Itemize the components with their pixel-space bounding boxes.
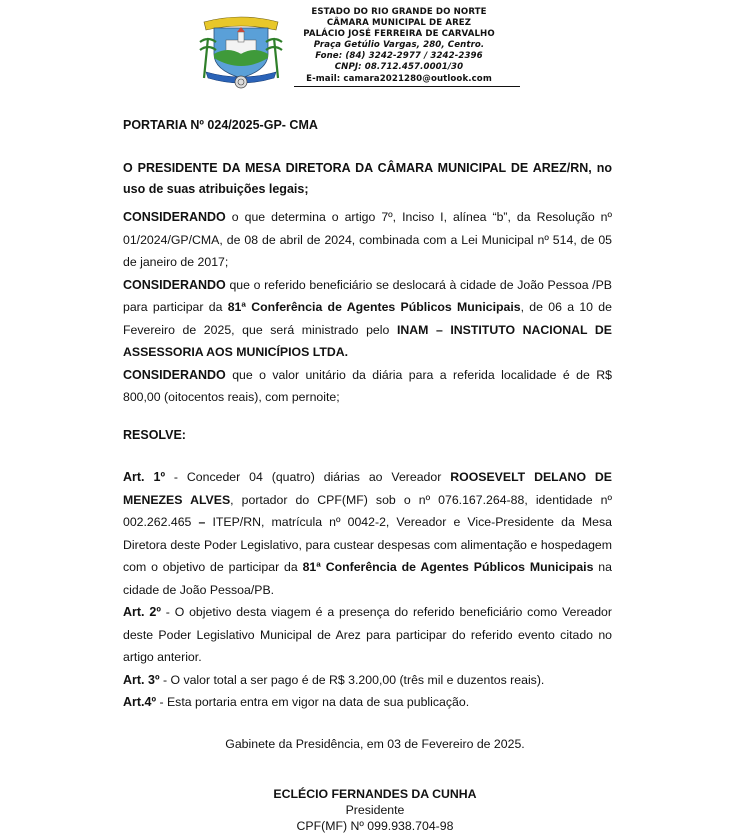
header-phone: Fone: (84) 3242-2977 / 3242-2396 bbox=[315, 51, 483, 62]
institution-header bbox=[284, 7, 514, 85]
closing-line: Gabinete da Presidência, em 03 de Fevereiro de 2025. bbox=[225, 737, 525, 751]
header-email: E-mail: camara2021280@outlook.com bbox=[306, 73, 492, 84]
article-3: Art. 3º - O valor total a ser pago é de R$ 3.200,00 (três mil e duzentos reais). bbox=[123, 672, 545, 687]
considerando-1: CONSIDERANDO o que determina o artigo 7º, Inciso I, alínea “b”, da Resolução nº 01/2024/GP/CMA, de 08 de abril de 2024, combinada com a Lei Municipal nº 514, de 05 de janeiro de 2017; bbox=[123, 210, 612, 269]
coat-of-arms-icon bbox=[196, 8, 286, 90]
article-2: Art. 2º - O objetivo desta viagem é a presença do referido beneficiário como Vereador deste Poder Legislativo Municipal de Arez para participar do referido evento citado no artigo anterior. bbox=[123, 605, 612, 664]
signature-name: ECLÉCIO FERNANDES DA CUNHA bbox=[273, 787, 477, 801]
header-address: Praça Getúlio Vargas, 280, Centro. bbox=[313, 40, 485, 51]
header-cnpj: CNPJ: 08.712.457.0001/30 bbox=[334, 62, 464, 73]
signature-cpf: CPF(MF) Nº 099.938.704-98 bbox=[296, 819, 454, 833]
header-state: ESTADO DO RIO GRANDE DO NORTE bbox=[311, 7, 487, 17]
preamble-section bbox=[123, 158, 612, 409]
portaria-title: PORTARIA Nº 024/2025-GP- CMA bbox=[123, 118, 318, 132]
header-palace: PALÁCIO JOSÉ FERREIRA DE CARVALHO bbox=[303, 29, 495, 40]
article-4: Art.4º - Esta portaria entra em vigor na data de sua publicação. bbox=[123, 695, 470, 709]
considerando-3: CONSIDERANDO que o valor unitário da diária para a referida localidade é de R$ 800,00 (oitocentos reais), com pernoite; bbox=[123, 367, 612, 404]
considerando-2: CONSIDERANDO que o referido beneficiário se deslocará à cidade de João Pessoa /PB para participar da 81ª Conferência de Agentes Públicos Municipais, de 06 a 10 de Fevereiro de 2025, que será ministrado pelo INAM – INSTITUTO NACIONAL DE ASSESSORIA AOS MUNICÍPIOS LTDA. bbox=[123, 277, 612, 359]
resolve-heading: RESOLVE: bbox=[123, 428, 186, 442]
signature-role: Presidente bbox=[345, 803, 405, 817]
articles-section bbox=[123, 466, 612, 714]
article-1: Art. 1º - Conceder 04 (quatro) diárias ao Vereador ROOSEVELT DELANO DE MENEZES ALVES, portador do CPF(MF) sob o nº 076.167.264-88, identidade nº 002.262.465 – ITEP/RN, matrícula nº 0042-2, Vereador e Vice-Presidente da Mesa Diretora deste Poder Legislativo, para custear despesas com alimentação e hospedagem com o objetivo de participar da 81ª Conferência de Agentes Públicos Municipais na cidade de João Pessoa/PB. bbox=[123, 470, 612, 597]
header-chamber: CÂMARA MUNICIPAL DE AREZ bbox=[326, 18, 472, 29]
preamble-text: O PRESIDENTE DA MESA DIRETORA DA CÂMARA MUNICIPAL DE AREZ/RN, no uso de suas atribuições legais; bbox=[123, 161, 612, 196]
header-divider bbox=[294, 86, 520, 87]
